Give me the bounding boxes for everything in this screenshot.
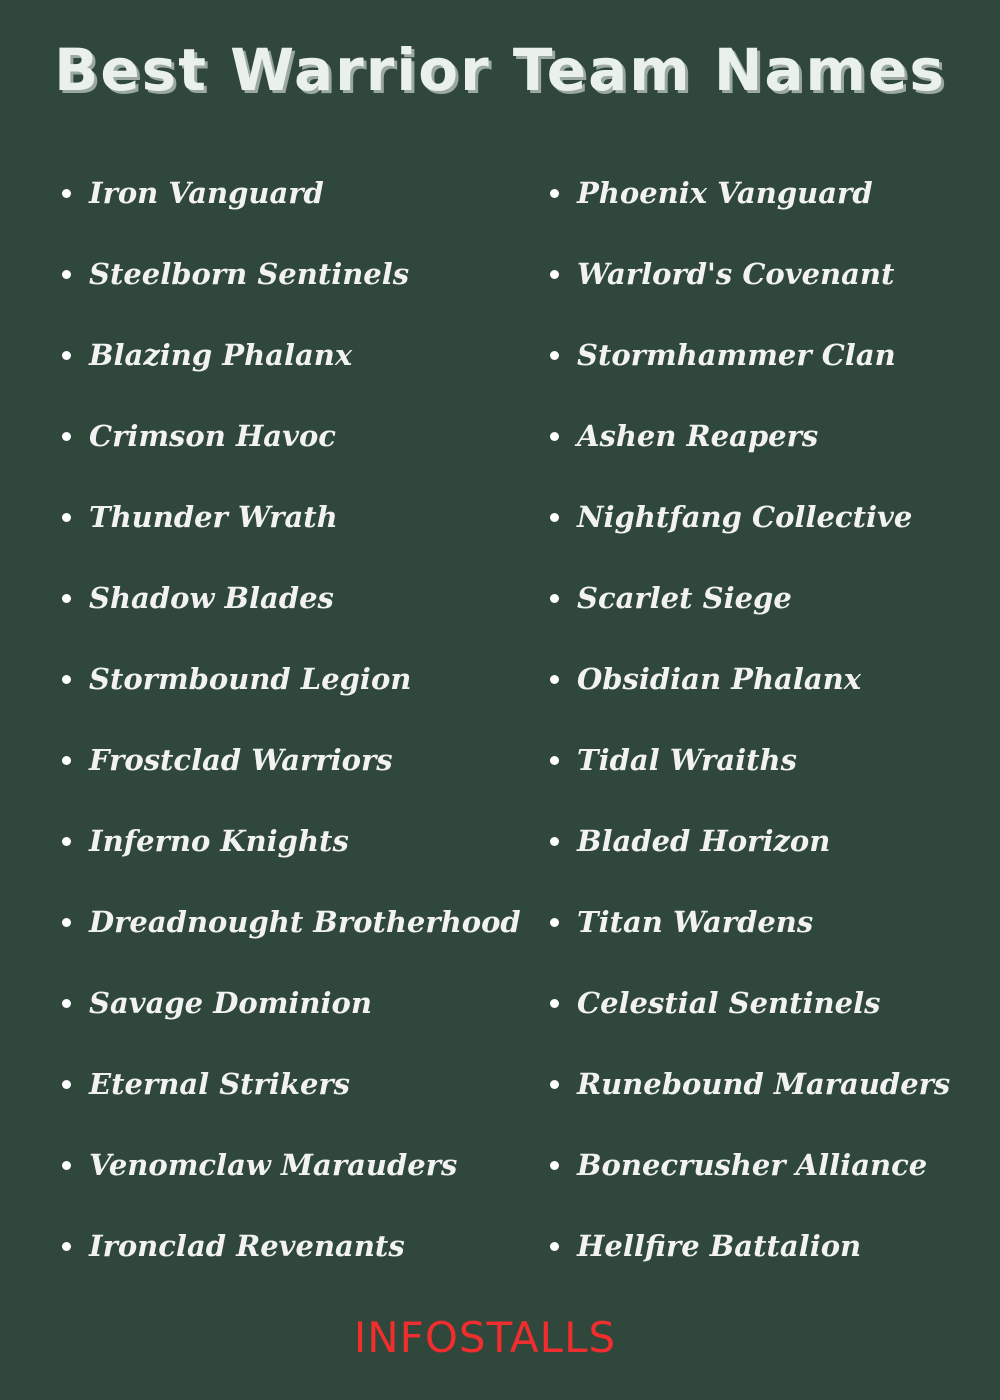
- brand-footer: INFOSTALLS: [353, 1313, 617, 1362]
- team-name: Shadow Blades: [89, 581, 334, 615]
- bullet-icon: [62, 1242, 71, 1251]
- bullet-icon: [550, 1080, 559, 1089]
- bullet-icon: [62, 918, 71, 927]
- left-name-list: [60, 176, 530, 1327]
- page-title: Best Warrior Team Names: [54, 36, 946, 104]
- team-name: Inferno Knights: [89, 824, 349, 858]
- team-name: Stormhammer Clan: [577, 338, 896, 372]
- bullet-icon: [550, 1161, 559, 1170]
- bullet-icon: [62, 432, 71, 441]
- bullet-icon: [62, 513, 71, 522]
- bullet-icon: [550, 837, 559, 846]
- team-name: Hellfire Battalion: [577, 1229, 862, 1263]
- team-name: Venomclaw Marauders: [89, 1148, 458, 1182]
- team-name: Runebound Marauders: [577, 1067, 951, 1101]
- team-name: Steelborn Sentinels: [89, 257, 410, 291]
- team-name: Stormbound Legion: [89, 662, 412, 696]
- bullet-icon: [550, 1242, 559, 1251]
- team-name: Dreadnought Brotherhood: [89, 905, 521, 939]
- bullet-icon: [62, 351, 71, 360]
- team-name: Obsidian Phalanx: [577, 662, 862, 696]
- bullet-icon: [550, 513, 559, 522]
- bullet-icon: [62, 1161, 71, 1170]
- bullet-icon: [550, 999, 559, 1008]
- team-name: Eternal Strikers: [89, 1067, 350, 1101]
- bullet-icon: [62, 675, 71, 684]
- team-name: Thunder Wrath: [89, 500, 338, 534]
- team-name: Phoenix Vanguard: [577, 176, 873, 210]
- bullet-icon: [550, 675, 559, 684]
- team-name: Crimson Havoc: [89, 419, 336, 453]
- team-name: Celestial Sentinels: [577, 986, 881, 1020]
- team-name: Savage Dominion: [89, 986, 372, 1020]
- right-name-list: [548, 176, 988, 1327]
- bullet-icon: [62, 594, 71, 603]
- team-name: Titan Wardens: [577, 905, 814, 939]
- team-name: Blazing Phalanx: [89, 338, 353, 372]
- bullet-icon: [62, 999, 71, 1008]
- team-name: Tidal Wraiths: [577, 743, 797, 777]
- bullet-icon: [550, 189, 559, 198]
- bullet-icon: [62, 837, 71, 846]
- team-name: Frostclad Warriors: [89, 743, 393, 777]
- team-name: Scarlet Siege: [577, 581, 792, 615]
- team-name: Bladed Horizon: [577, 824, 831, 858]
- bullet-icon: [550, 594, 559, 603]
- bullet-icon: [550, 918, 559, 927]
- team-name: Ironclad Revenants: [89, 1229, 405, 1263]
- team-name: Nightfang Collective: [577, 500, 913, 534]
- bullet-icon: [550, 270, 559, 279]
- bullet-icon: [62, 1080, 71, 1089]
- bullet-icon: [62, 270, 71, 279]
- bullet-icon: [550, 756, 559, 765]
- bullet-icon: [62, 756, 71, 765]
- bullet-icon: [550, 351, 559, 360]
- team-name: Ashen Reapers: [577, 419, 819, 453]
- bullet-icon: [62, 189, 71, 198]
- team-name: Warlord's Covenant: [577, 257, 895, 291]
- bullet-icon: [550, 432, 559, 441]
- team-name: Iron Vanguard: [89, 176, 324, 210]
- team-name: Bonecrusher Alliance: [577, 1148, 928, 1182]
